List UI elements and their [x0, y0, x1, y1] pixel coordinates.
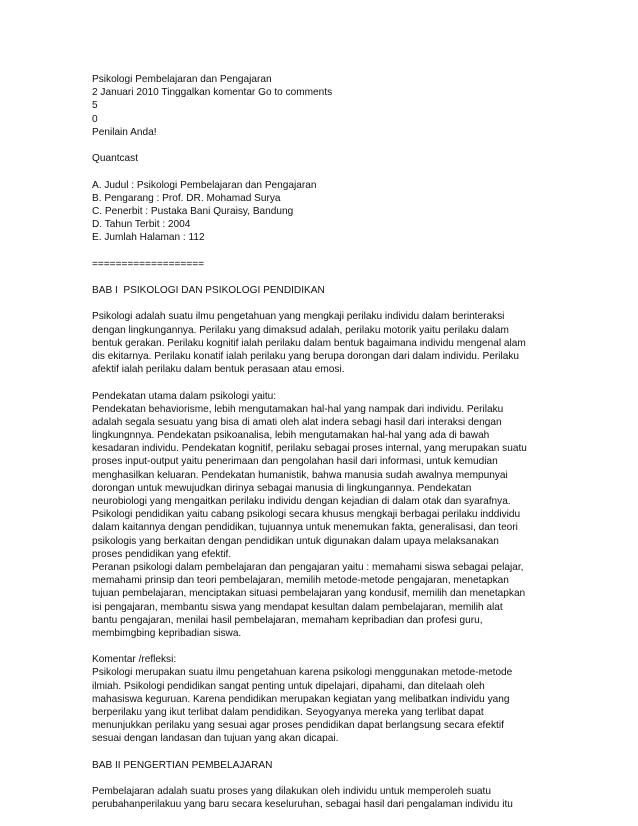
rating-prompt: Penilain Anda! — [92, 126, 157, 138]
text-line: Psikologi adalah suatu ilmu pengetahuan yang mengkaji perilaku individu dalam berinteraksi — [92, 311, 505, 323]
text-line: menunjukkan perilaku yang sesuai agar proses pendidikan dapat berlangsung secara efektif — [92, 720, 504, 732]
text-line: psikologis yang berkaitan dengan pendidikan untuk digunakan dalam upaya melaksanakan — [92, 535, 499, 547]
text-line: ilmiah. Psikologi pendidikan sangat penting untuk dipelajari, dipahami, dan ditelaah oleh — [92, 680, 485, 692]
post-title: Psikologi Pembelajaran dan Pengajaran — [92, 74, 272, 85]
text-line: dorongan untuk mewujudkan dirinya sebagai manusia di lingkungannya. Pendekatan — [92, 482, 472, 494]
meta-year: D. Tahun Terbit : 2004 — [92, 219, 191, 231]
text-line: menghasilkan keluaran. Pendekatan humanistik, bahwa manusia sudah awalnya mempunyai — [92, 469, 508, 481]
chapter-1-heading: BAB I PSIKOLOGI DAN PSIKOLOGI PENDIDIKAN — [92, 285, 325, 296]
text-line: perubahanperilakuu yang baru secara keseluruhan, sebagai hasil dari pengalaman individu itu — [92, 799, 513, 811]
text-line: tujuan pembelajaran, menciptakan situasi pembelajaran yang kondusif, memilih dan menetapkan — [92, 588, 526, 600]
meta-publisher: C. Penerbit : Pustaka Bani Quraisy, Bandung — [92, 205, 294, 217]
spacer — [92, 772, 562, 785]
paragraph-komentar — [92, 653, 562, 745]
text-line: membimgbing kepribadian siswa. — [92, 627, 242, 639]
text-line: sesuai dengan landasan dan tujuan yang akan dicapai. — [92, 733, 339, 745]
text-line: bantu pengajaran, menilai hasil pembelajaran, memaham kepribadian dan profesi guru, — [92, 614, 483, 626]
text-line: Peranan psikologi dalam pembelajaran dan pengajaran yaitu : memahami siswa sebagai pelajar, — [92, 561, 524, 573]
text-line: lingkungnnya. Pendekatan psikoanalisa, lebih mengutamakan hal-hal yang ada di bawah — [92, 430, 490, 442]
meta-pages: E. Jumlah Halaman : 112 — [92, 232, 205, 244]
chapter-2-heading: BAB II PENGERTIAN PEMBELAJARAN — [92, 759, 273, 771]
spacer — [92, 640, 562, 653]
post-date-line: 2 Januari 2010 Tinggalkan komentar Go to comments — [92, 87, 333, 99]
comment-count: 0 — [92, 113, 98, 125]
meta-title: A. Judul : Psikologi Pembelajaran dan Pengajaran — [92, 179, 317, 191]
text-line: Komentar /refleksi: — [92, 654, 177, 666]
book-meta — [92, 179, 562, 245]
spacer — [92, 244, 562, 257]
text-line: proses input-output yaitu penerimaan dan pengolahan hasil dari informasi, untuk kemudian — [92, 456, 498, 468]
spacer — [92, 271, 562, 284]
separator-line: =================== — [92, 258, 204, 270]
text-line: dalam kaitannya dengan pendidikan, tujuannya untuk menemukan fakta, generalisasi, dan teori — [92, 522, 518, 534]
spacer — [92, 376, 562, 389]
text-line: memahami prinsip dan teori pembelajaran, memilih metode-metode pengajaran, menetapkan — [92, 575, 509, 587]
text-line: isi pengajaran, membantu siswa yang mendapat kesultan dalam pembelajaran, memilih alat — [92, 601, 503, 613]
meta-author: B. Pengarang : Prof. DR. Mohamad Surya — [92, 192, 281, 204]
text-line: Psikologi merupakan suatu ilmu pengetahuan karena psikologi menggunakan metode-metode — [92, 667, 513, 679]
text-line: berperilaku yang ikut terlibat dalam pendidikan. Seyogyanya mereka yang terlibat dapat — [92, 707, 484, 718]
text-line: mahasiswa keguruan. Karena pendidikan merupakan kegiatan yang melibatkan individu yang — [92, 693, 510, 705]
text-line: kesadaran individu. Pendekatan kognitif, perilaku sebagai proses internal, yang merupakan suatu — [92, 443, 527, 455]
paragraph-pendekatan — [92, 390, 562, 641]
text-line: afektif ialah perilaku dalam bentuk perasaan atau emosi. — [92, 364, 345, 376]
paragraph-psikologi — [92, 310, 562, 376]
spacer — [92, 297, 562, 310]
spacer — [92, 165, 562, 178]
rating-count: 5 — [92, 100, 98, 112]
spacer — [92, 746, 562, 759]
post-header — [92, 73, 562, 139]
text-line: adalah segala sesuatu yang bisa di amati oleh alat indera sebagi hasil dari interaksi dengan — [92, 416, 502, 428]
text-line: dengan lingkungannya. Perilaku yang dimaksud adalah, perilaku motorik yaitu perilaku dalam — [92, 324, 509, 336]
text-line: proses pendidikan yang efektif. — [92, 548, 232, 560]
text-line: Pendekatan behaviorisme, lebih mengutamakan hal-hal yang nampak dari individu. Perilaku — [92, 403, 504, 415]
text-line: Pembelajaran adalah suatu proses yang dilakukan oleh individu untuk memperoleh suatu — [92, 786, 491, 798]
paragraph-pembelajaran — [92, 785, 562, 811]
spacer — [92, 139, 562, 152]
document-page — [92, 73, 562, 812]
quantcast-label: Quantcast — [92, 153, 139, 165]
text-line: neurobiologi yang mengaitkan perilaku individu dengan kejadian di dalam otak dan syarafnya. — [92, 496, 511, 507]
text-line: Pendekatan utama dalam psikologi yaitu: — [92, 390, 277, 402]
text-line: dis ekitarnya. Perilaku konatif ialah perilaku yang berupa dorongan dari dalam individu. Perilaku — [92, 350, 519, 362]
text-line: Psikologi pendidikan yaitu cabang psikologi secara khusus mengkaji berbagai perilaku inddividu — [92, 509, 521, 521]
text-line: bentuk gerakan. Perilaku kognitif ialah perilaku dalam bentuk bagaimana individu mengenal alam — [92, 337, 526, 349]
